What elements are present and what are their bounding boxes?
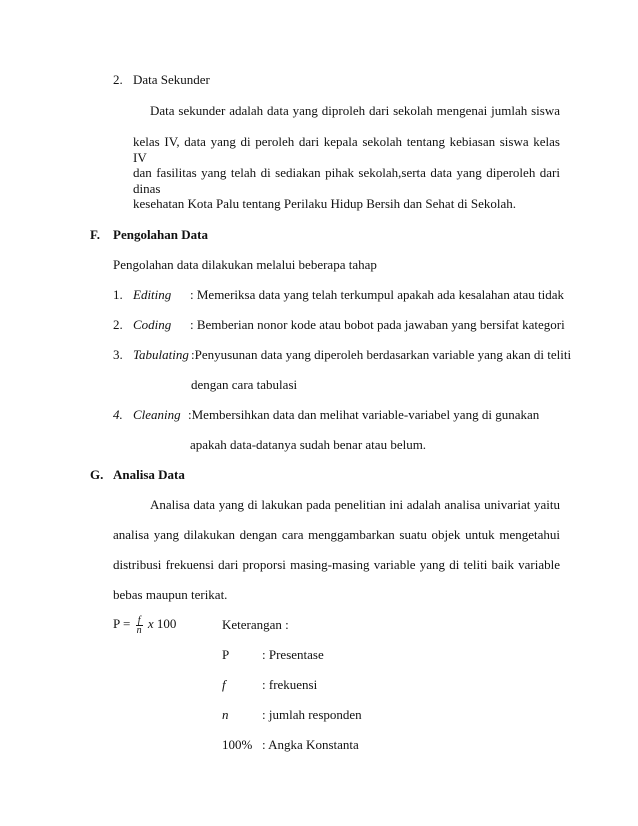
keterangan-label: Keterangan : bbox=[222, 617, 289, 632]
step-continuation: apakah data-datanya sudah benar atau belum. bbox=[190, 437, 427, 452]
step-number: 4. bbox=[113, 407, 123, 422]
step-term: Coding bbox=[133, 317, 172, 332]
step-term: Cleaning bbox=[133, 407, 181, 422]
paragraph-line: Data sekunder adalah data yang diproleh dari sekolah mengenai jumlah siswa bbox=[150, 103, 560, 118]
formula bbox=[113, 610, 176, 638]
step-term: Tabulating bbox=[133, 347, 189, 362]
paragraph-line: kesehatan Kota Palu tentang Perilaku Hidup Bersih dan Sehat di Sekolah. bbox=[133, 196, 517, 211]
subsection-title: Data Sekunder bbox=[133, 72, 210, 87]
step-term: Editing bbox=[133, 287, 172, 302]
section-letter: F. bbox=[90, 227, 100, 242]
paragraph-line: analisa yang dilakukan dengan cara menggambarkan suatu objek untuk mengetahui bbox=[113, 527, 560, 542]
step-description: :Penyusunan data yang diperoleh berdasarkan variable yang akan di teliti bbox=[191, 347, 572, 362]
formula-numerator: f bbox=[136, 616, 143, 626]
step-description: : Memeriksa data yang telah terkumpul apakah ada kesalahan atau tidak bbox=[190, 287, 564, 302]
legend-symbol: 100% bbox=[222, 737, 253, 752]
paragraph-line: dan fasilitas yang telah di sediakan pihak sekolah,serta data yang diperoleh dari dinas bbox=[133, 165, 560, 196]
step-description: :Membersihkan data dan melihat variable-variabel yang di gunakan bbox=[188, 407, 540, 422]
step-number: 1. bbox=[113, 287, 123, 302]
paragraph-line: bebas maupun terikat. bbox=[113, 587, 228, 602]
legend-description: : Angka Konstanta bbox=[262, 737, 359, 752]
paragraph-line: distribusi frekuensi dari proporsi masing-masing variable yang di teliti baik variable bbox=[113, 557, 560, 572]
step-number: 3. bbox=[113, 347, 123, 362]
step-number: 2. bbox=[113, 317, 123, 332]
legend-symbol: f bbox=[222, 677, 226, 692]
step-continuation: dengan cara tabulasi bbox=[191, 377, 298, 392]
formula-lhs: P = bbox=[113, 616, 131, 631]
step-description: : Bemberian nonor kode atau bobot pada jawaban yang bersifat kategori bbox=[190, 317, 565, 332]
formula-fraction bbox=[136, 616, 143, 635]
legend-description: : Presentase bbox=[262, 647, 324, 662]
legend-description: : jumlah responden bbox=[262, 707, 362, 722]
paragraph-line: kelas IV, data yang di peroleh dari kepala sekolah tentang kebiasan siswa kelas IV bbox=[133, 134, 560, 165]
formula-factor: 100 bbox=[156, 616, 177, 631]
section-title: Pengolahan Data bbox=[113, 227, 208, 242]
paragraph-line: Analisa data yang di lakukan pada penelitian ini adalah analisa univariat yaitu bbox=[150, 497, 560, 512]
section-letter: G. bbox=[90, 467, 104, 482]
legend-description: : frekuensi bbox=[262, 677, 318, 692]
legend-symbol: n bbox=[222, 707, 229, 722]
formula-denominator: n bbox=[136, 624, 142, 636]
item-number: 2. bbox=[113, 72, 123, 87]
legend-symbol: P bbox=[222, 647, 230, 662]
section-title: Analisa Data bbox=[113, 467, 185, 482]
paragraph-line: Pengolahan data dilakukan melalui beberapa tahap bbox=[113, 257, 377, 272]
formula-times: x bbox=[147, 616, 154, 631]
